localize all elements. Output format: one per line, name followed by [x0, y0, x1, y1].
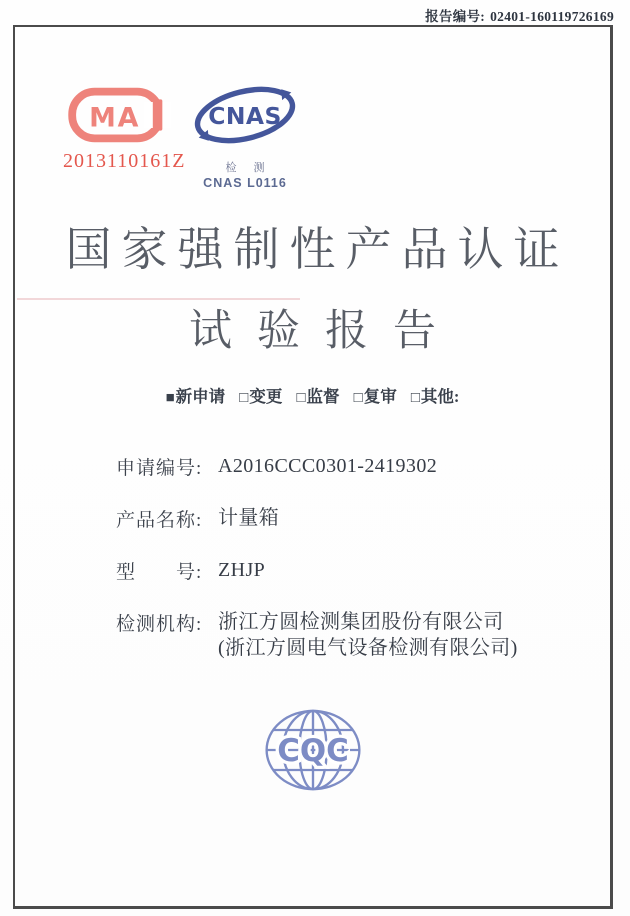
- cma-logo-block: [63, 87, 186, 173]
- cnas-logo-block: [187, 79, 303, 190]
- field-label: 检测机构:: [116, 614, 203, 635]
- checkbox-label: 其他:: [420, 387, 460, 406]
- cnas-accreditation-icon: [191, 102, 299, 155]
- field-label: 申请编号:: [116, 458, 203, 479]
- field-test-organization: [116, 609, 586, 661]
- report-number-value: 02401-160119726169: [490, 9, 614, 24]
- field-label: 产品名称:: [116, 510, 203, 531]
- checkbox-filled-icon: ■: [165, 390, 175, 406]
- test-org-line1: 浙江方圆检测集团股份有限公司: [218, 611, 504, 633]
- document-border-frame: [13, 25, 613, 909]
- checkbox-option-supervision: [296, 383, 339, 407]
- report-fields: [116, 453, 586, 686]
- checkbox-option-other: [411, 383, 460, 407]
- field-application-number: [116, 453, 586, 480]
- checkbox-empty-icon: □: [296, 390, 306, 406]
- report-number-label: 报告编号:: [425, 9, 486, 24]
- report-number-line: [425, 5, 614, 25]
- cma-letters: MA: [89, 102, 141, 134]
- field-value: [218, 609, 518, 661]
- checkbox-option-new-application: [166, 383, 226, 407]
- field-value: A2016CCC0301-2419302: [218, 455, 438, 477]
- cnas-letters: CNAS: [208, 102, 282, 130]
- cma-license-number: 2013110161Z: [63, 150, 186, 172]
- cma-accreditation-icon: [67, 102, 171, 147]
- checkbox-option-change: [239, 383, 282, 407]
- field-value: 计量箱: [218, 507, 280, 529]
- field-value: ZHJP: [218, 559, 266, 581]
- checkbox-empty-icon: □: [410, 390, 420, 406]
- checkbox-label: 监督: [306, 387, 340, 406]
- checkbox-label: 复审: [363, 387, 397, 406]
- checkbox-empty-icon: □: [353, 390, 363, 406]
- cnas-lab-code: CNAS L0116: [203, 176, 287, 190]
- field-label: 型 号:: [116, 562, 203, 583]
- cqc-logo-block: [263, 706, 363, 799]
- checkbox-label: 新申请: [175, 387, 226, 406]
- cqc-globe-icon: [263, 732, 363, 798]
- field-product-name: [116, 505, 586, 532]
- field-model: [116, 557, 586, 584]
- checkbox-label: 变更: [249, 387, 283, 406]
- checkbox-option-review: [354, 383, 397, 407]
- application-type-row: [15, 383, 610, 407]
- checkbox-empty-icon: □: [239, 390, 249, 406]
- cqc-letters: CQC: [276, 732, 349, 769]
- document-subtitle: 试验报告: [189, 308, 461, 355]
- document-title: 国家强制性产品认证: [65, 224, 570, 275]
- test-org-line2: (浙江方圆电气设备检测有限公司): [218, 637, 518, 659]
- cnas-caption-chinese: 检 测: [225, 162, 272, 174]
